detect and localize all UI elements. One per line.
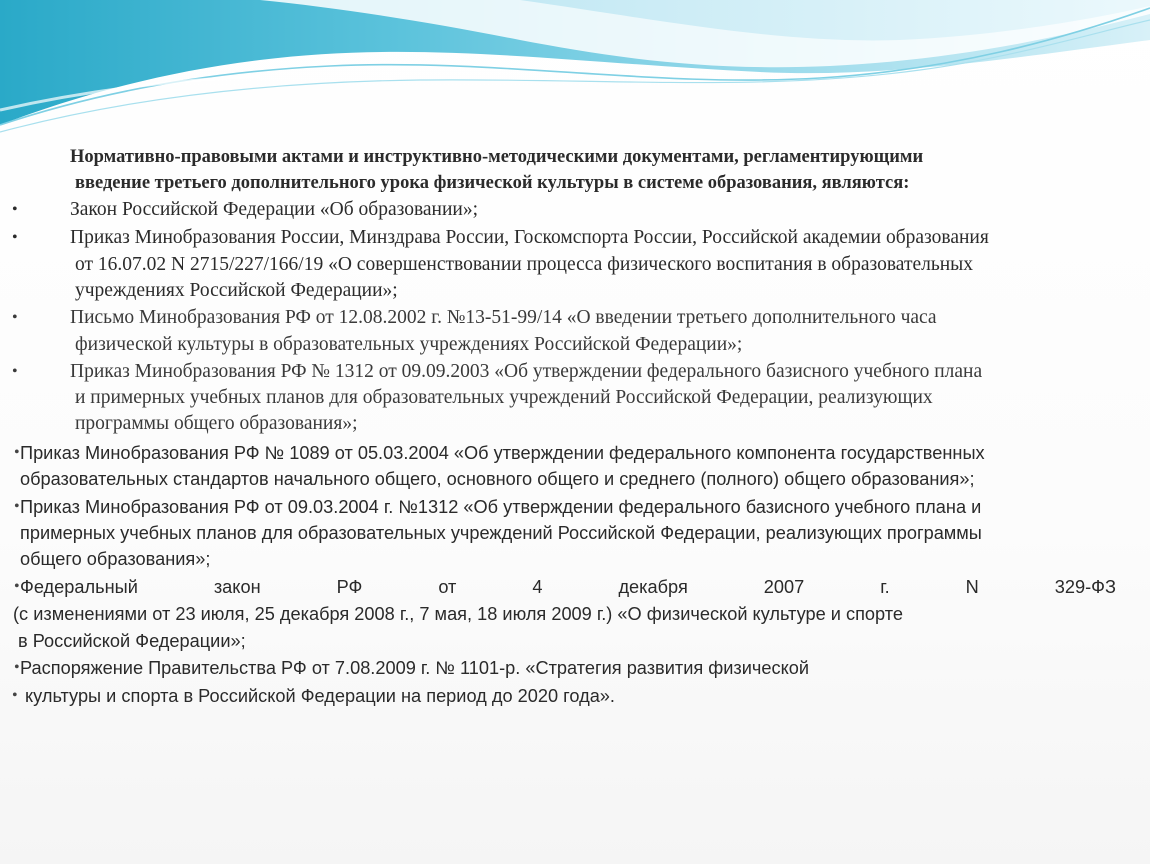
bullet-7: •: [14, 578, 20, 595]
item-8-line-1: Распоряжение Правительства РФ от 7.08.2009 г. № 1101-р. «Стратегия развития физической: [20, 658, 810, 678]
item-7-word: закон: [213, 577, 261, 597]
item-7-justified-line: [20, 574, 1116, 600]
item-9-line-1: культуры и спорта в Российской Федерации на период до 2020 года».: [25, 686, 615, 706]
item-7-line-2: (с изменениями от 23 июля, 25 декабря 2008 г., 7 мая, 18 июля 2009 г.) «О физической культуре и спорте: [13, 604, 903, 624]
item-3-line-2: физической культуры в образовательных учреждениях Российской Федерации»;: [75, 334, 743, 355]
item-7-word: РФ: [336, 577, 363, 597]
item-2-line-2: от 16.07.02 N 2715/227/166/19 «О совершенствовании процесса физического воспитания в образовательных: [75, 254, 974, 275]
item-4-line-2: и примерных учебных планов для образовательных учреждений Российской Федерации, реализующих: [75, 387, 933, 408]
item-5-line-1: Приказ Минобразования РФ № 1089 от 05.03.2004 «Об утверждении федерального компонента государственных: [20, 443, 985, 463]
item-4-line-1: Приказ Минобразования РФ № 1312 от 09.09.2003 «Об утверждении федерального базисного учебного плана: [70, 361, 983, 382]
item-7-word: N: [965, 577, 979, 597]
bullet-6: •: [14, 498, 20, 515]
item-7-word: декабря: [618, 577, 688, 597]
item-7-line-3: в Российской Федерации»;: [18, 631, 246, 651]
item-6-line-3: общего образования»;: [20, 549, 211, 569]
item-3-line-1: Письмо Минобразования РФ от 12.08.2002 г. №13-51-99/14 «О введении третьего дополнительного часа: [70, 307, 937, 328]
bullet-5: •: [14, 444, 20, 461]
bullet-3: •: [12, 309, 18, 326]
item-6-line-1: Приказ Минобразования РФ от 09.03.2004 г. №1312 «Об утверждении федерального базисного учебного плана и: [20, 497, 982, 517]
bullet-2: •: [12, 229, 18, 246]
item-7-word: 2007: [763, 577, 805, 597]
item-7-word: от: [438, 577, 457, 597]
bullet-9: •: [12, 687, 18, 704]
item-5-line-2: образовательных стандартов начального общего, основного общего и среднего (полного) общего образования»;: [20, 469, 975, 489]
heading-line-2: введение третьего дополнительного урока физической культуры в системе образования, являются:: [75, 173, 910, 193]
heading-line-1: Нормативно-правовыми актами и инструктивно-методическими документами, регламентирующими: [70, 147, 924, 167]
item-7-word: 329-ФЗ: [1054, 577, 1116, 597]
bullet-8: •: [14, 659, 20, 676]
item-7-word: 4: [532, 577, 543, 597]
item-7-word: Федеральный: [20, 577, 138, 597]
item-4-line-3: программы общего образования»;: [75, 413, 358, 434]
bullet-4: •: [12, 363, 18, 380]
item-2-line-1: Приказ Минобразования России, Минздрава России, Госкомспорта России, Российской академии образования: [70, 227, 989, 248]
item-7-word: г.: [880, 577, 890, 597]
bullet-1: •: [12, 201, 18, 218]
item-2-line-3: учреждениях Российской Федерации»;: [75, 280, 398, 301]
item-6-line-2: примерных учебных планов для образовательных учреждений Российской Федерации, реализующих программы: [20, 523, 982, 543]
item-1-line-1: Закон Российской Федерации «Об образовании»;: [70, 199, 479, 220]
